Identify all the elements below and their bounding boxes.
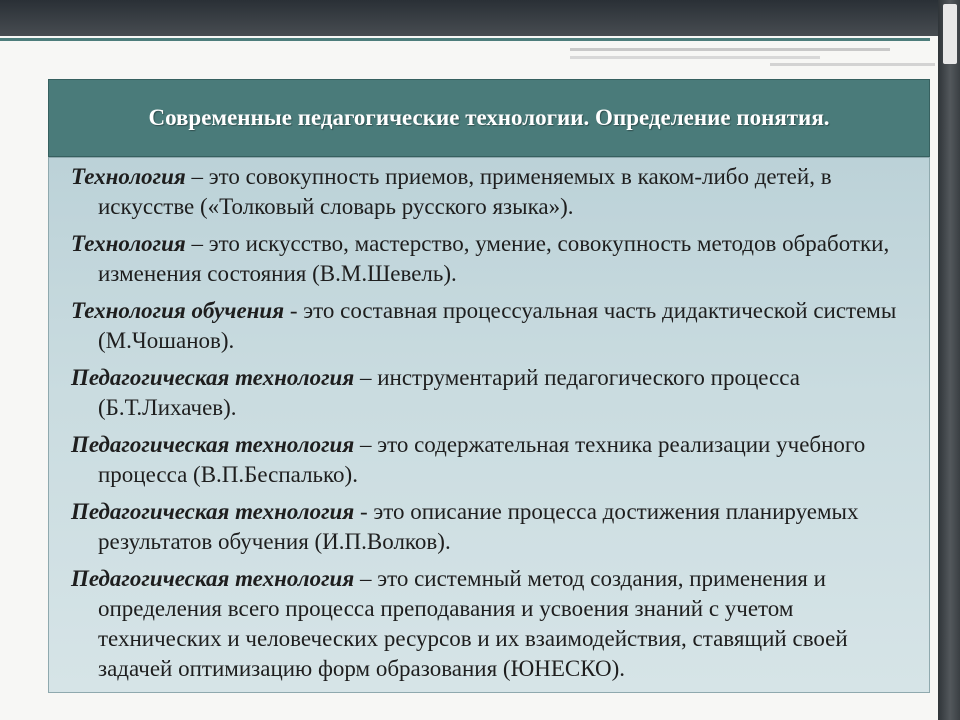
definition-text: - это составная процессуальная часть дидактической системы (М.Чошанов).	[98, 298, 897, 353]
decorative-line-2	[570, 48, 890, 51]
definition-term: Технология	[71, 231, 186, 256]
top-bar	[0, 0, 960, 36]
definition-text: - это описание процесса достижения планируемых результатов обучения (И.П.Волков).	[98, 499, 859, 554]
scrollbar-thumb[interactable]	[943, 4, 957, 64]
definition-item	[71, 296, 915, 356]
definition-term: Педагогическая технология	[71, 365, 355, 390]
definition-item	[71, 162, 915, 222]
definitions-panel	[48, 157, 930, 693]
definition-term: Педагогическая технология	[71, 566, 355, 591]
title-banner	[48, 79, 930, 157]
definition-term: Педагогическая технология	[71, 499, 355, 524]
definition-text: – это совокупность приемов, применяемых в каком-либо детей, в искусстве («Толковый словарь русского языка»).	[98, 164, 832, 219]
definition-text: – это искусство, мастерство, умение, совокупность методов обработки, изменения состояния (В.М.Шевель).	[98, 231, 890, 286]
definition-term: Технология	[71, 164, 186, 189]
decorative-line-1	[0, 38, 930, 41]
decorative-line-3	[570, 56, 820, 59]
definition-term: Педагогическая технология	[71, 432, 355, 457]
definition-item	[71, 363, 915, 423]
definition-item	[71, 497, 915, 557]
definition-text: – это системный метод создания, применения и определения всего процесса преподавания и усвоения знаний с учетом технических и человеческих ресурсов и их взаимодействия, ставящий своей задачей оптимизацию форм образования (ЮНЕСКО).	[98, 566, 848, 681]
slide-title: Современные педагогические технологии. Определение понятия.	[148, 105, 830, 130]
decorative-line-4	[770, 63, 935, 66]
definition-text: – инструментарий педагогического процесса (Б.Т.Лихачев).	[98, 365, 800, 420]
scrollbar[interactable]	[938, 0, 960, 720]
definition-text: – это содержательная техника реализации учебного процесса (В.П.Беспалько).	[98, 432, 866, 487]
definition-item	[71, 564, 915, 684]
definition-term: Технология обучения	[71, 298, 285, 323]
definition-item	[71, 229, 915, 289]
definition-item	[71, 430, 915, 490]
